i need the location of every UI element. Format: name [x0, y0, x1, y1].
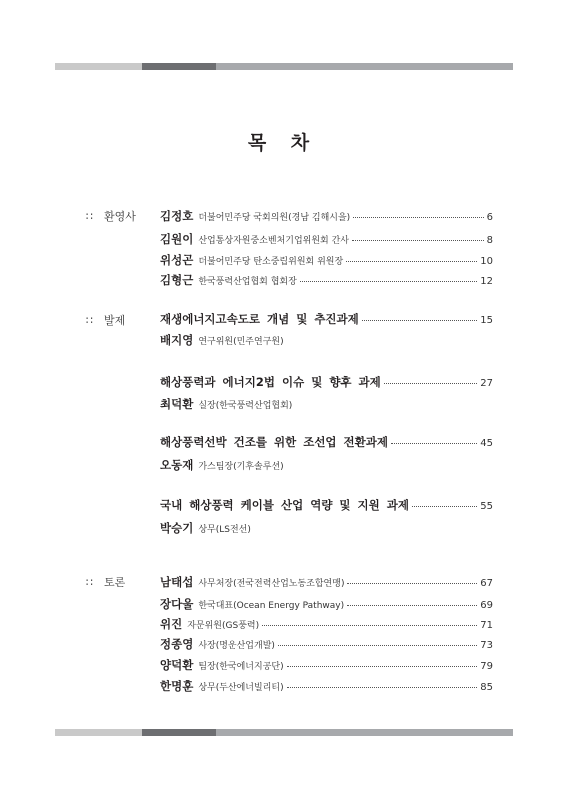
toc-entry-welcome-1[interactable] — [160, 208, 493, 224]
speaker-role: 사무처장(전국전력산업노동조합연맹) — [198, 579, 345, 589]
speaker-role: 한국대표(Ocean Energy Pathway) — [198, 601, 345, 611]
presenter-role: 상무(LS전선) — [198, 525, 251, 535]
page-number: 73 — [480, 640, 493, 651]
speaker-role: 더불어민주당 탄소중립위원회 위원장 — [198, 257, 344, 267]
speaker-role: 상무(두산에너빌리티) — [198, 683, 284, 693]
dot-leader — [353, 216, 483, 218]
speaker-name: 정종영 — [160, 637, 194, 651]
dot-leader — [384, 382, 478, 384]
page-number: 55 — [480, 501, 493, 512]
toc-topic-4[interactable] — [160, 497, 493, 513]
speaker-name: 위진 — [160, 617, 183, 631]
presenter-1 — [160, 332, 284, 348]
dot-leader — [300, 280, 477, 282]
top-decorative-bar — [55, 63, 513, 70]
speaker-role: 팀장(한국에너지공단) — [198, 662, 284, 672]
dot-leader — [352, 239, 484, 241]
dot-leader — [346, 260, 477, 262]
dot-leader — [262, 624, 477, 626]
presenter-2 — [160, 396, 292, 412]
presenter-name: 오동재 — [160, 458, 194, 472]
speaker-name: 한명훈 — [160, 679, 194, 693]
presenter-name: 배지영 — [160, 333, 194, 347]
presenter-name: 박승기 — [160, 521, 194, 535]
dot-leader — [362, 319, 478, 321]
toc-entry-discussion-3[interactable] — [160, 616, 493, 632]
toc-entry-discussion-5[interactable] — [160, 657, 493, 673]
toc-entry-welcome-4[interactable] — [160, 272, 493, 288]
dot-leader — [347, 582, 477, 584]
presenter-3 — [160, 457, 284, 473]
dot-leader — [287, 665, 478, 667]
topic-title: 해상풍력과 에너지2법 이슈 및 향후 과제 — [160, 375, 381, 389]
presenter-role: 실장(한국풍력산업협회) — [198, 401, 293, 411]
speaker-name: 양덕환 — [160, 658, 194, 672]
toc-topic-1[interactable] — [160, 311, 493, 327]
speaker-name: 김원이 — [160, 232, 194, 246]
page-number: 69 — [480, 600, 493, 611]
speaker-role: 자문위원(GS풍력) — [187, 621, 260, 631]
speaker-name: 위성곤 — [160, 253, 194, 267]
toc-entry-discussion-2[interactable] — [160, 596, 493, 612]
dot-leader — [412, 505, 477, 507]
page-number: 15 — [480, 315, 493, 326]
toc-entry-welcome-2[interactable] — [160, 231, 493, 247]
page-number: 71 — [480, 620, 493, 631]
section-label-discussion: ∷ 토론 — [86, 576, 126, 589]
speaker-name: 김정호 — [160, 209, 194, 223]
topic-title: 국내 해상풍력 케이블 산업 역량 및 지원 과제 — [160, 498, 409, 512]
section-label-welcome: ∷ 환영사 — [86, 210, 136, 223]
page-title: 목 차 — [247, 132, 319, 154]
page-number: 6 — [486, 212, 493, 223]
toc-entry-discussion-1[interactable] — [160, 574, 493, 590]
page-number: 45 — [480, 438, 493, 449]
presenter-role: 가스팀장(기후솔루션) — [198, 462, 284, 472]
page-number: 27 — [480, 378, 493, 389]
toc-entry-discussion-4[interactable] — [160, 636, 493, 652]
dot-leader — [287, 686, 478, 688]
presenter-4 — [160, 520, 251, 536]
dot-leader — [391, 442, 477, 444]
speaker-name: 남태섭 — [160, 575, 194, 589]
speaker-name: 김형근 — [160, 273, 194, 287]
speaker-role: 사장(명운산업개발) — [198, 641, 275, 651]
page-number: 79 — [480, 661, 493, 672]
toc-topic-2[interactable] — [160, 374, 493, 390]
topic-title: 재생에너지고속도로 개념 및 추진과제 — [160, 312, 359, 326]
page-number: 10 — [480, 256, 493, 267]
presenter-name: 최덕환 — [160, 397, 194, 411]
page-number: 67 — [480, 578, 493, 589]
speaker-name: 장다울 — [160, 597, 194, 611]
toc-entry-discussion-6[interactable] — [160, 678, 493, 694]
toc-topic-3[interactable] — [160, 434, 493, 450]
dot-leader — [347, 604, 477, 606]
page-number: 8 — [486, 235, 493, 246]
dot-leader — [278, 644, 477, 646]
topic-title: 해상풍력선박 건조를 위한 조선업 전환과제 — [160, 435, 388, 449]
toc-entry-welcome-3[interactable] — [160, 252, 493, 268]
speaker-role: 산업통상자원중소벤처기업위원회 간사 — [198, 236, 349, 246]
speaker-role: 한국풍력산업협회 협회장 — [198, 277, 297, 287]
speaker-role: 더불어민주당 국회의원(경남 김해시을) — [198, 213, 351, 223]
bottom-decorative-bar — [55, 729, 513, 736]
section-label-presentation: ∷ 발제 — [86, 314, 126, 327]
page-number: 12 — [480, 276, 493, 287]
page-number: 85 — [480, 682, 493, 693]
presenter-role: 연구위원(민주연구원) — [198, 337, 284, 347]
